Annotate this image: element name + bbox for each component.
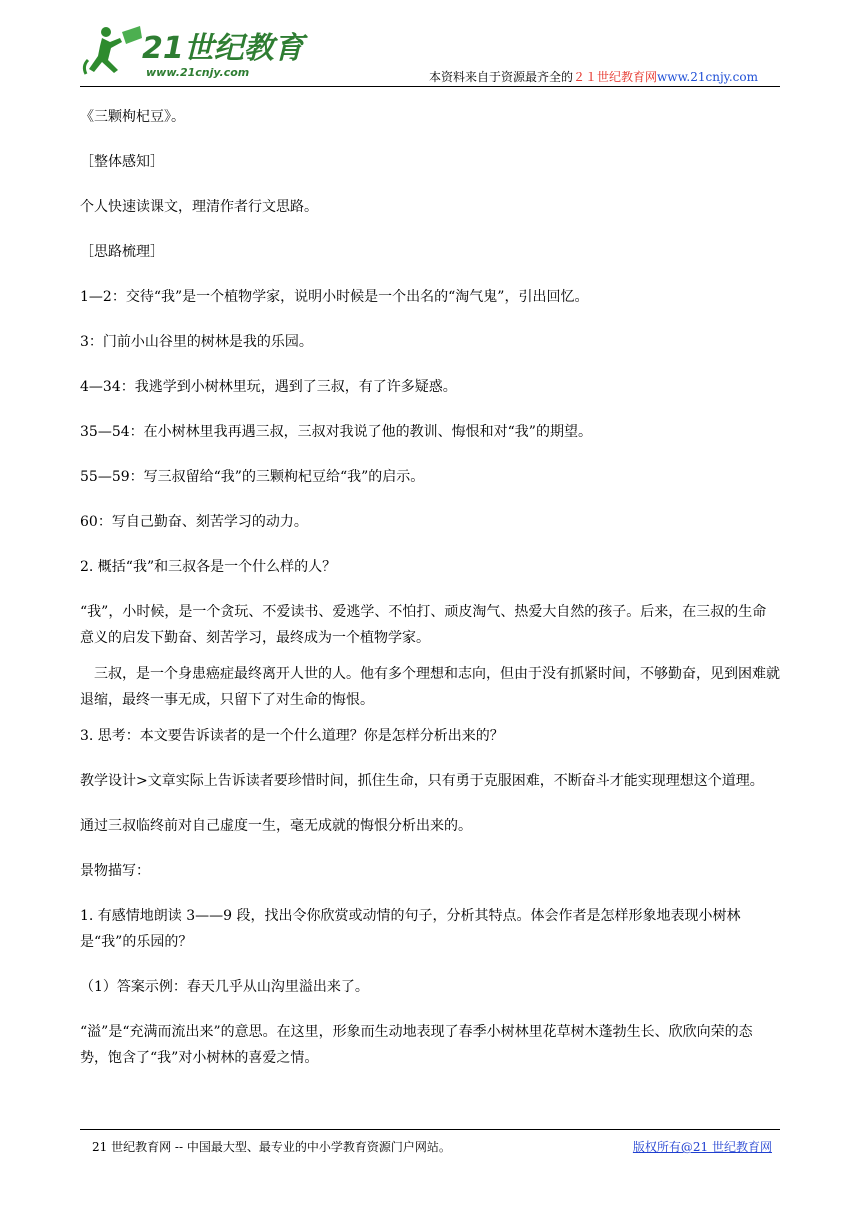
section-heading: ［思路梳理］ <box>80 244 164 260</box>
paragraph: 个人快速读课文，理清作者行文思路。 <box>80 199 318 215</box>
paragraph: 3：门前小山谷里的树林是我的乐园。 <box>80 334 313 350</box>
paragraph: 35—54：在小树林里我再遇三叔，三叔对我说了他的教训、悔恨和对“我”的期望。 <box>80 424 592 440</box>
answer-paragraph: 三叔，是一个身患癌症最终离开人世的人。他有多个理想和志向，但由于没有抓紧时间，不够勤奋，见到困难就退缩，最终一事无成，只留下了对生命的悔恨。 <box>80 666 780 708</box>
header-note-url: www.21cnjy.com <box>657 70 758 84</box>
question: 3. 思考：本文要告诉读者的是一个什么道理？你是怎样分析出来的？ <box>80 728 504 744</box>
question: 2. 概括“我”和三叔各是一个什么样的人？ <box>80 559 337 575</box>
paragraph: 通过三叔临终前对自己虚度一生，毫无成就的悔恨分析出来的。 <box>80 818 472 834</box>
answer-paragraph: “我”，小时候，是一个贪玩、不爱读书、爱逃学、不怕打、顽皮淘气、热爱大自然的孩子。后来，在三叔的生命意义的启发下勤奋、刻苦学习，最终成为一个植物学家。 <box>80 604 767 646</box>
answer-paragraph: “溢”是“充满而流出来”的意思。在这里，形象而生动地表现了春季小树林里花草树木蓬勃生长、欣欣向荣的态势，饱含了“我”对小树林的喜爱之情。 <box>80 1024 753 1066</box>
svg-text:21世纪教育: 21世纪教育 <box>142 31 304 66</box>
header-divider <box>80 86 780 87</box>
answer-paragraph: （1）答案示例：春天几乎从山沟里溢出来了。 <box>80 979 369 995</box>
section-heading: 景物描写： <box>80 863 150 879</box>
header-source-note <box>429 68 758 85</box>
footer-copyright-link[interactable]: 版权所有@21 世纪教育网 <box>632 1140 772 1154</box>
footer-text: 21 世纪教育网 -- 中国最大型、最专业的中小学教育资源门户网站。 <box>92 1140 451 1154</box>
header-note-site: ２１世纪教育网 <box>573 70 658 84</box>
page-header <box>80 20 780 88</box>
paragraph: 4—34：我逃学到小树林里玩，遇到了三叔，有了许多疑惑。 <box>80 379 457 395</box>
svg-text:www.21cnjy.com: www.21cnjy.com <box>146 66 250 79</box>
question: 1. 有感情地朗读 3——9 段，找出令你欣赏或动情的句子，分析其特点。体会作者是怎样形象地表现小树林是“我”的乐园的？ <box>80 908 741 950</box>
paragraph: 60：写自己勤奋、刻苦学习的动力。 <box>80 514 308 530</box>
answer-paragraph: 教学设计>文章实际上告诉读者要珍惜时间，抓住生命，只有勇于克服困难，不断奋斗才能实现理想这个道理。 <box>80 773 764 789</box>
paragraph: 55—59：写三叔留给“我”的三颗枸杞豆给“我”的启示。 <box>80 469 425 485</box>
paragraph: 1—2：交待“我”是一个植物学家，说明小时候是一个出名的“淘气鬼”，引出回忆。 <box>80 289 589 305</box>
footer-divider <box>80 1129 780 1130</box>
logo-graphic <box>80 20 310 82</box>
header-note-text: 本资料来自于资源最齐全的 <box>429 70 574 84</box>
site-logo <box>80 20 310 82</box>
section-heading: ［整体感知］ <box>80 154 164 170</box>
document-body <box>80 104 780 1071</box>
paragraph: 《三颗枸杞豆》。 <box>80 109 185 125</box>
